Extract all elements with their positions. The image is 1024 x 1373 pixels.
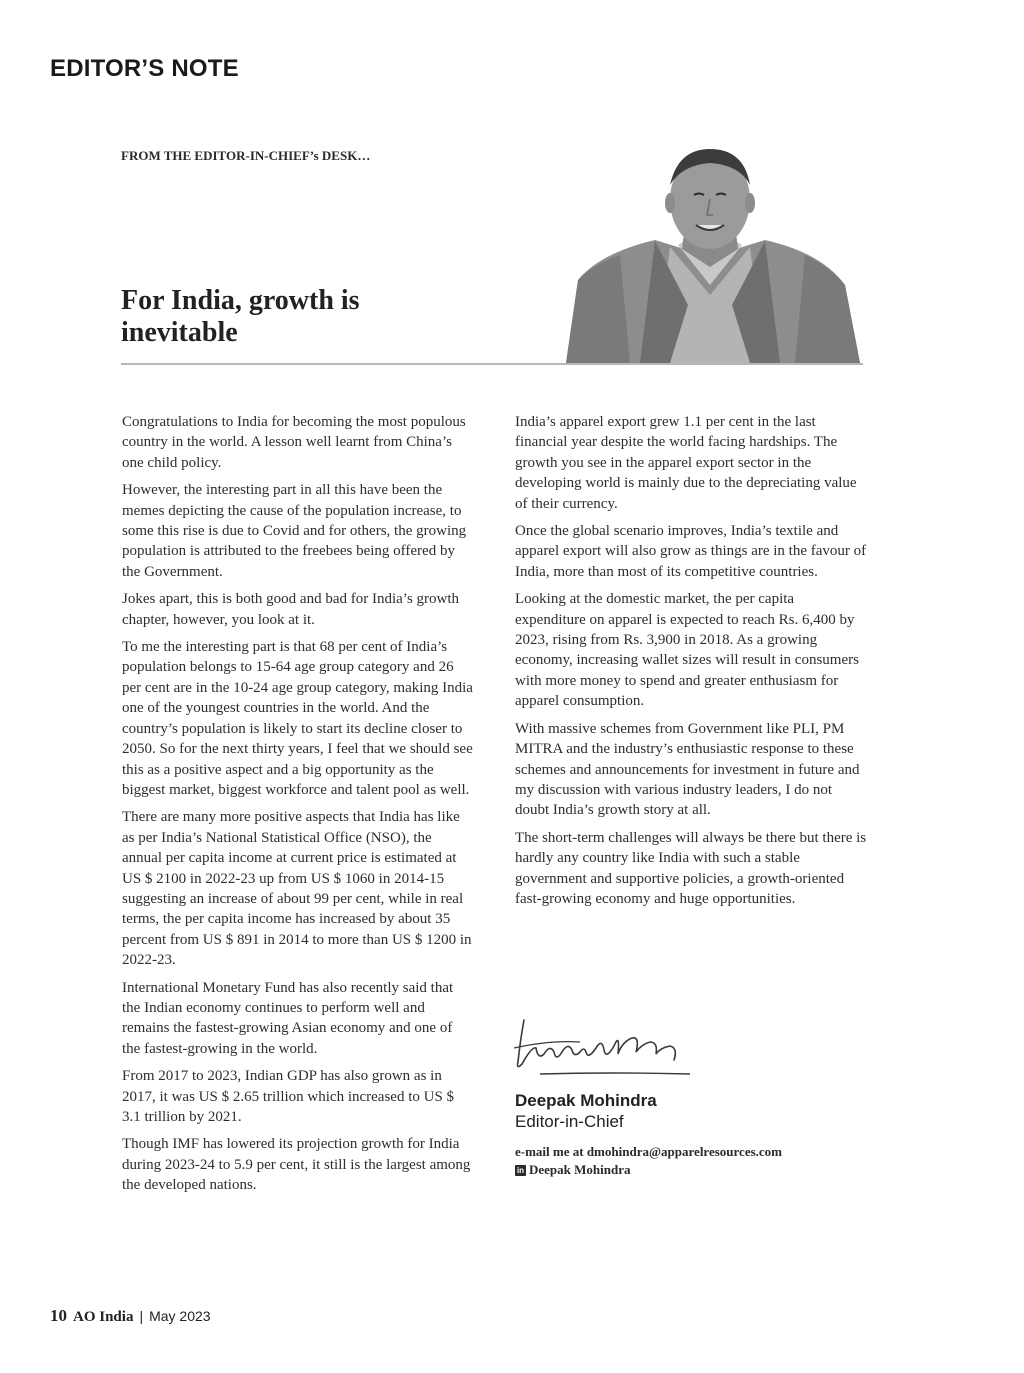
author-name: Deepak Mohindra bbox=[515, 1091, 657, 1110]
paragraph: The short-term challenges will always be there but there is hardly any country like India with such a stable government and supportive policies, a growth-oriented fast-growing economy and huge opportunities. bbox=[515, 829, 867, 907]
paragraph: With massive schemes from Government like PLI, PM MITRA and the industry’s enthusiastic response to these schemes and announcements for investment in future and my discussion with various industry leaders, I do not doubt India’s growth story at all. bbox=[515, 720, 860, 819]
paragraph: Looking at the domestic market, the per capita expenditure on apparel is expected to reach Rs. 6,400 by 2023, rising from Rs. 3,900 in 2018. As a growing economy, increasing wallet sizes will result in consumers with more money to spend and greater enthusiasm for apparel consumption. bbox=[515, 591, 859, 710]
paragraph: Once the global scenario improves, India’s textile and apparel export will also grow as things are in the favour of India, more than most of its competitive countries. bbox=[515, 523, 867, 580]
kicker: FROM THE EDITOR-IN-CHIEF’s DESK… bbox=[121, 148, 371, 163]
page-title: For India, growth is inevitable bbox=[121, 285, 360, 348]
linkedin-name: Deepak Mohindra bbox=[529, 1162, 631, 1177]
paragraph: Though IMF has lowered its projection growth for India during 2023-24 to 5.9 per cent, it still is the largest among the developed nations. bbox=[122, 1136, 471, 1194]
paragraph: India’s apparel export grew 1.1 per cent in the last financial year despite the world facing hardships. The growth you see in the apparel export sector in the developing world is mainly due to the depreciating value of their currency. bbox=[515, 414, 857, 512]
paragraph: Congratulations to India for becoming the most populous country in the world. A lesson well learnt from China’s one child policy. bbox=[122, 414, 466, 471]
page-number: 10 bbox=[50, 1306, 67, 1325]
paragraph: There are many more positive aspects that India has like as per India’s National Statistical Office (NSO), the annual per capita income at current price is estimated at US $ 2100 in 2022-23 up from US $ 1060 in 2014-15 suggesting an increase of about 99 per cent, while in real terms, the per capita income has increased by about 35 percent from US $ 891 in 2014 to more than US $ 1200 in 2022-23. bbox=[122, 809, 472, 969]
author-linkedin[interactable] bbox=[515, 1162, 630, 1178]
author-title: Editor-in-Chief bbox=[515, 1112, 624, 1131]
portrait-photo bbox=[560, 145, 863, 363]
article-column-right bbox=[515, 412, 867, 916]
paragraph: To me the interesting part is that 68 per cent of India’s population belongs to 15-64 age group category and 26 per cent are in the 10-24 age group category, making India one of the youngest countries in the world. And the country’s population is likely to start its decline closer to 2050. So for the next thirty years, I feel that we should see this as a positive aspect and a big opportunity as the biggest market, biggest workforce and talent pool as well. bbox=[122, 639, 473, 798]
issue-date: May 2023 bbox=[149, 1308, 211, 1324]
page-footer bbox=[50, 1306, 211, 1326]
linkedin-icon: in bbox=[516, 1165, 525, 1175]
publication-name: AO India bbox=[73, 1309, 134, 1325]
signature-scribble bbox=[510, 1012, 695, 1082]
paragraph: However, the interesting part in all this have been the memes depicting the cause of the population increase, to some this rise is due to Covid and for others, the growing population is attributed to the freebees being offered by the Government. bbox=[122, 482, 467, 580]
paragraph: Jokes apart, this is both good and bad for India’s growth chapter, however, you look at it. bbox=[122, 591, 460, 628]
article-column-left bbox=[122, 412, 474, 1203]
section-label: EDITOR’S NOTE bbox=[50, 55, 239, 82]
header-divider bbox=[121, 363, 863, 365]
paragraph: International Monetary Fund has also recently said that the Indian economy continues to perform well and remains the fastest-growing Asian economy and one of the fastest-growing in the world. bbox=[122, 979, 454, 1057]
author-email[interactable]: e-mail me at dmohindra@apparelresources.com bbox=[515, 1144, 783, 1159]
paragraph: From 2017 to 2023, Indian GDP has also grown as in 2017, it was US $ 2.65 trillion which increased to US $ 3.1 trillion by 2021. bbox=[122, 1068, 455, 1125]
footer-separator: | bbox=[139, 1308, 144, 1324]
